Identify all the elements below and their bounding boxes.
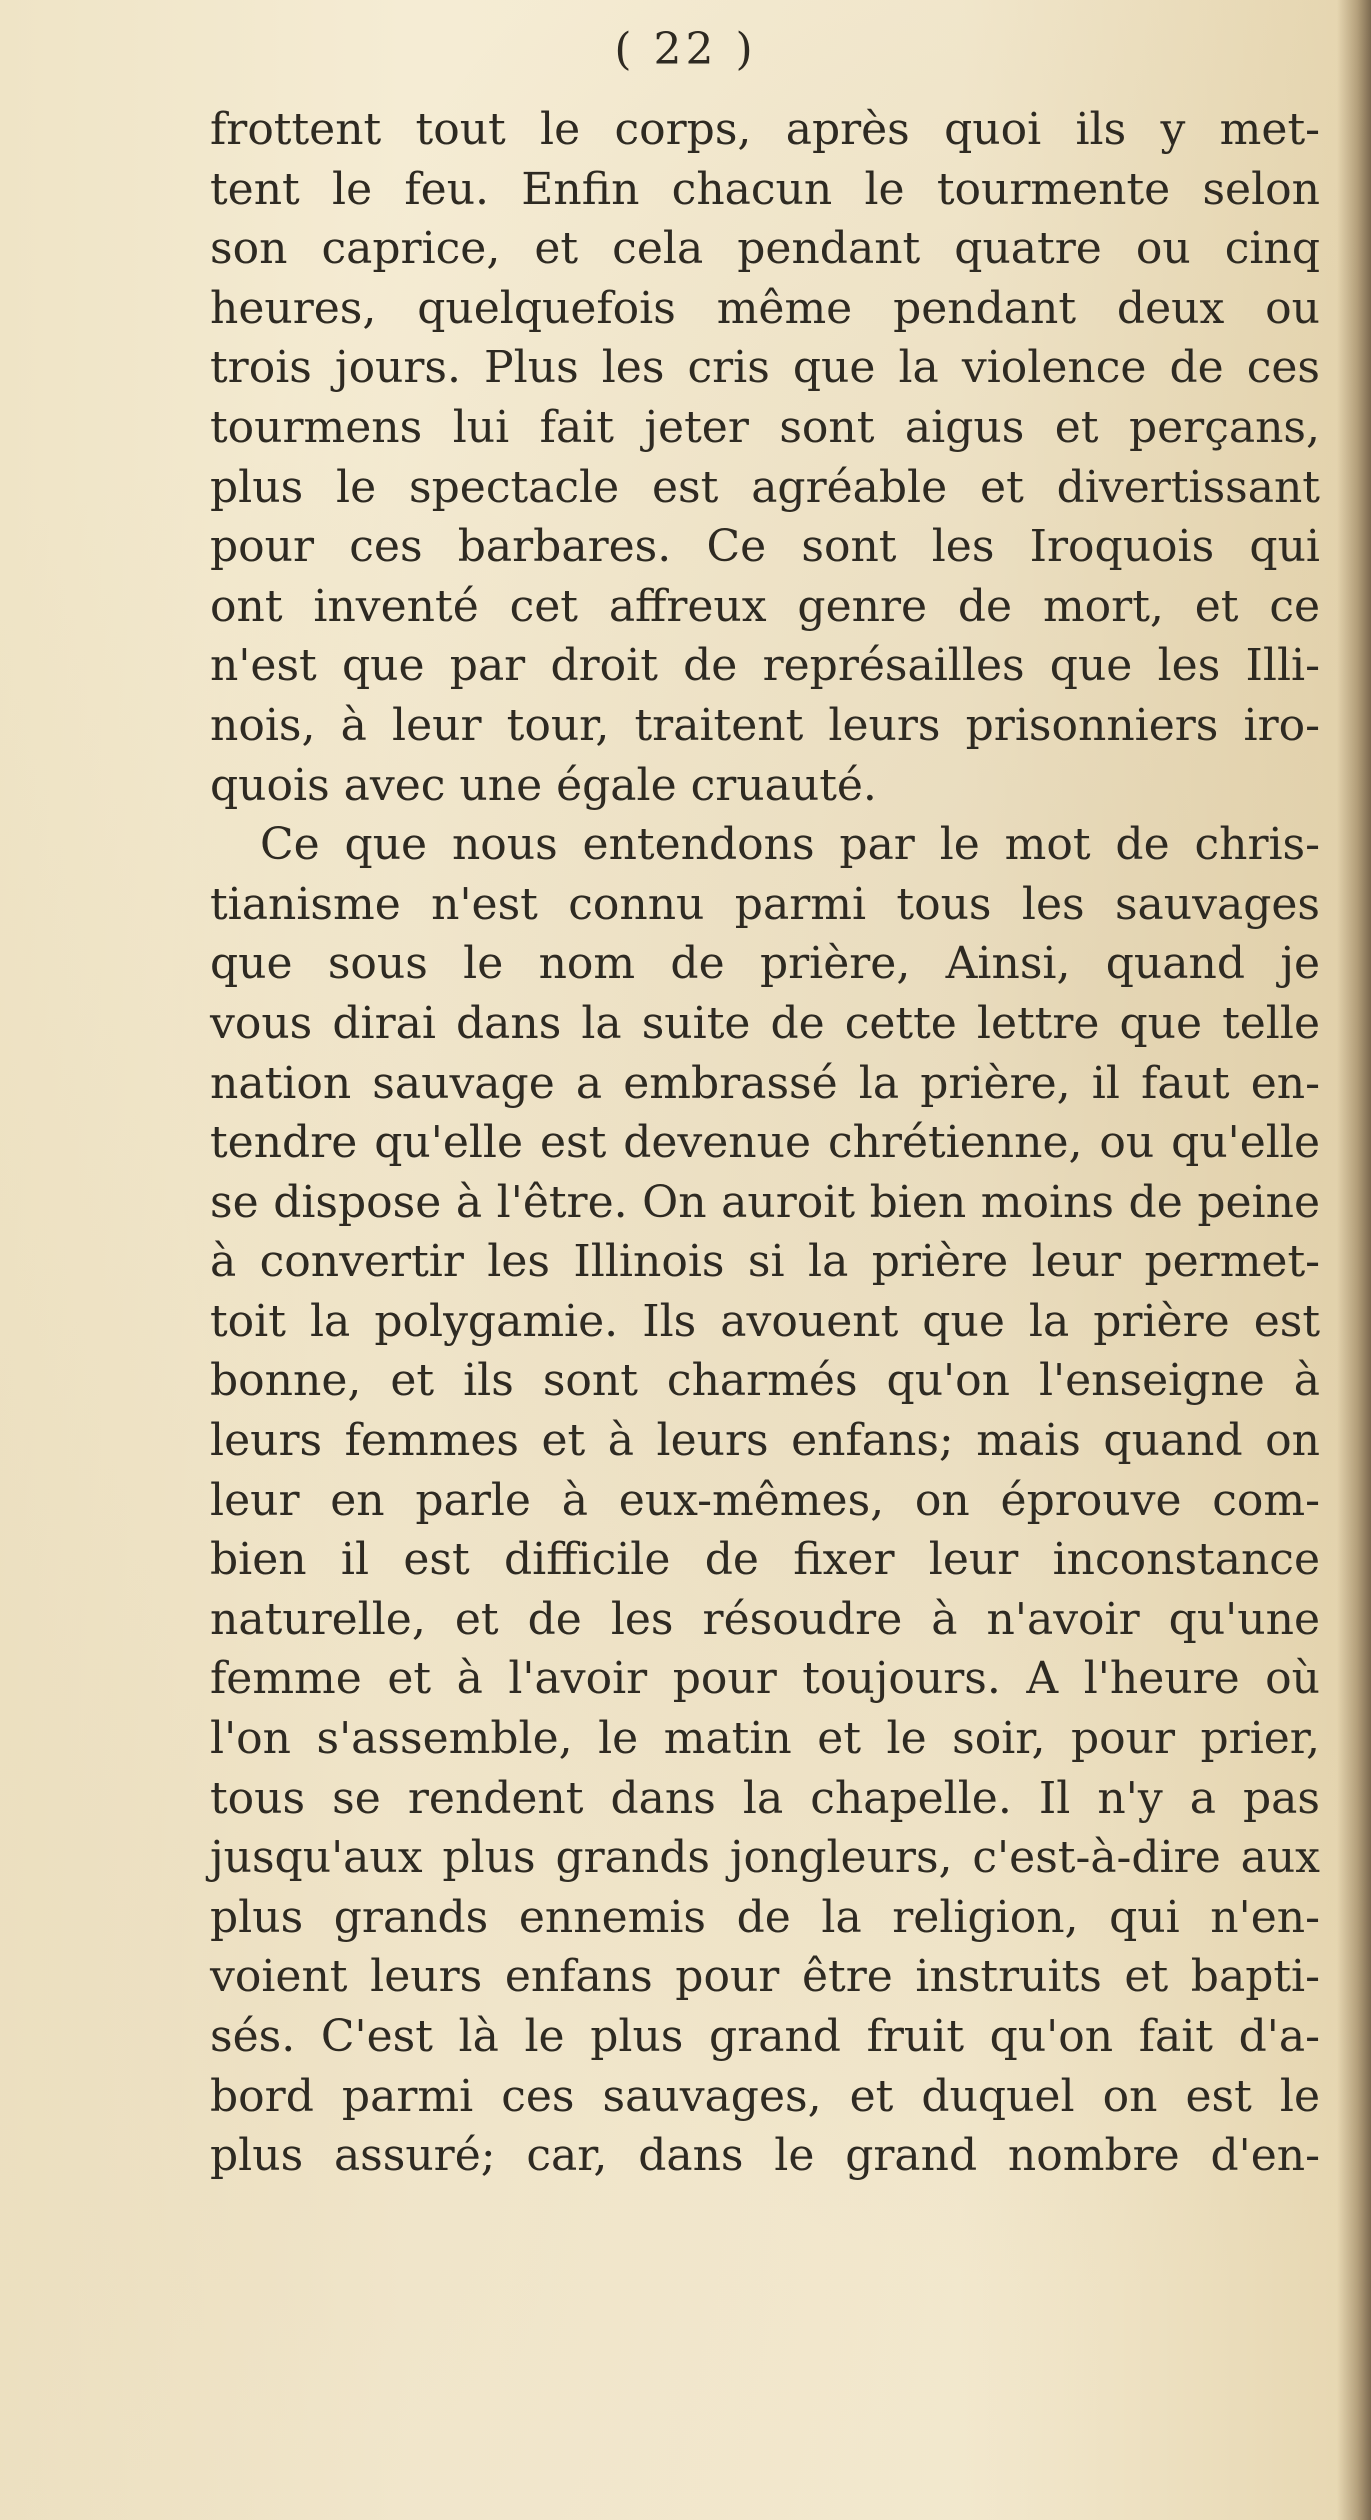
text-line: se dispose à l'être. On auroit bien moins de peine xyxy=(210,1176,1320,1228)
text-line: l'on s'assemble, le matin et le soir, pour prier, xyxy=(210,1713,1320,1765)
text-line: bien il est difficile de fixer leur inconstance xyxy=(210,1534,1320,1586)
text-line: plus le spectacle est agréable et divertissant xyxy=(210,461,1320,513)
text-line: toit la polygamie. Ils avouent que la prière est xyxy=(210,1295,1320,1347)
text-line: ont inventé cet affreux genre de mort, et ce xyxy=(210,580,1320,632)
paragraph-start-line: Ce que nous entendons par le mot de chris- xyxy=(260,819,1320,871)
text-line: leurs femmes et à leurs enfans; mais quand on xyxy=(210,1415,1320,1467)
text-line: pour ces barbares. Ce sont les Iroquois qui xyxy=(210,521,1320,573)
text-line: nois, à leur tour, traitent leurs prisonniers iro- xyxy=(210,699,1320,751)
text-line: plus assuré; car, dans le grand nombre d'en- xyxy=(210,2130,1320,2182)
text-line: quois avec une égale cruauté. xyxy=(210,759,877,811)
text-line: heures, quelquefois même pendant deux ou xyxy=(210,282,1320,334)
text-line: tous se rendent dans la chapelle. Il n'y a pas xyxy=(210,1772,1320,1824)
page-edge-shadow xyxy=(1337,0,1371,2520)
text-line: tianisme n'est connu parmi tous les sauvages xyxy=(210,878,1320,930)
text-line: tent le feu. Enfin chacun le tourmente selon xyxy=(210,163,1320,215)
text-line: vous dirai dans la suite de cette lettre que telle xyxy=(210,997,1320,1049)
text-line: trois jours. Plus les cris que la violence de ces xyxy=(210,342,1320,394)
text-line: bord parmi ces sauvages, et duquel on est le xyxy=(210,2070,1320,2122)
text-line: n'est que par droit de représailles que les Illi- xyxy=(210,640,1320,692)
text-line: plus grands ennemis de la religion, qui n'en- xyxy=(210,1891,1320,1943)
text-line: tourmens lui fait jeter sont aigus et perçans, xyxy=(210,401,1320,453)
text-line: à convertir les Illinois si la prière leur permet- xyxy=(210,1236,1320,1288)
text-line: voient leurs enfans pour être instruits et bapti- xyxy=(210,1951,1320,2003)
text-line: naturelle, et de les résoudre à n'avoir qu'une xyxy=(210,1593,1320,1645)
text-line: frottent tout le corps, après quoi ils y met- xyxy=(210,104,1320,155)
text-line: femme et à l'avoir pour toujours. A l'heure où xyxy=(210,1653,1320,1705)
text-line: nation sauvage a embrassé la prière, il faut en- xyxy=(210,1057,1320,1109)
text-line: sés. C'est là le plus grand fruit qu'on fait d'a- xyxy=(210,2011,1320,2062)
text-line: jusqu'aux plus grands jongleurs, c'est-à-dire aux xyxy=(210,1832,1320,1884)
text-line: leur en parle à eux-mêmes, on éprouve com- xyxy=(210,1474,1320,1526)
text-line: son caprice, et cela pendant quatre ou cinq xyxy=(210,223,1320,275)
page-number: ( 22 ) xyxy=(614,24,757,75)
text-line: bonne, et ils sont charmés qu'on l'enseigne à xyxy=(210,1355,1320,1407)
text-line: que sous le nom de prière, Ainsi, quand je xyxy=(210,938,1320,990)
text-line: tendre qu'elle est devenue chrétienne, ou qu'elle xyxy=(210,1117,1320,1169)
body-text xyxy=(210,100,1320,2186)
